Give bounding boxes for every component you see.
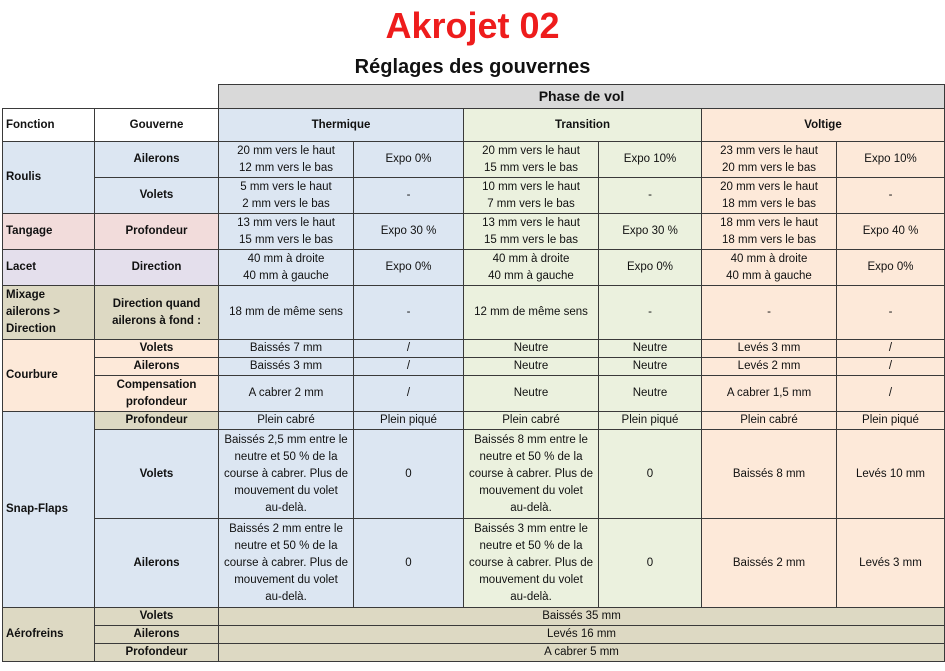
roulis-volets-voltige: 20 mm vers le haut 18 mm vers le bas: [702, 178, 837, 214]
aerofreins-ailerons-value: Levés 16 mm: [219, 626, 945, 644]
snapflaps-profondeur-transition-2: Plein piqué: [599, 412, 702, 430]
snapflaps-ailerons-thermique-2: 0: [354, 519, 464, 608]
courbure-ailerons-thermique-2: /: [354, 358, 464, 376]
courbure-compensation-voltige: A cabrer 1,5 mm: [702, 376, 837, 412]
lacet-transition-expo: Expo 0%: [599, 250, 702, 286]
mixage-thermique-2: -: [354, 286, 464, 340]
phase-header: Phase de vol: [219, 85, 945, 109]
roulis-ailerons-thermique-expo: Expo 0%: [354, 142, 464, 178]
column-header-fonction: Fonction: [3, 109, 95, 142]
snapflaps-ailerons-transition-2: 0: [599, 519, 702, 608]
gouverne-direction: Direction: [95, 250, 219, 286]
aerofreins-volets-value: Baissés 35 mm: [219, 608, 945, 626]
roulis-ailerons-thermique: 20 mm vers le haut 12 mm vers le bas: [219, 142, 354, 178]
courbure-volets-thermique: Baissés 7 mm: [219, 340, 354, 358]
roulis-volets-thermique-expo: -: [354, 178, 464, 214]
snapflaps-profondeur-thermique-2: Plein piqué: [354, 412, 464, 430]
courbure-ailerons-transition: Neutre: [464, 358, 599, 376]
column-header-gouverne: Gouverne: [95, 109, 219, 142]
lacet-thermique-expo: Expo 0%: [354, 250, 464, 286]
roulis-volets-voltige-expo: -: [837, 178, 945, 214]
empty-corner: [3, 85, 95, 109]
snapflaps-volets-transition-2: 0: [599, 430, 702, 519]
aerofreins-profondeur-value: A cabrer 5 mm: [219, 644, 945, 662]
fonction-roulis: Roulis: [3, 142, 95, 214]
courbure-volets-thermique-2: /: [354, 340, 464, 358]
roulis-ailerons-transition-expo: Expo 10%: [599, 142, 702, 178]
tangage-thermique-expo: Expo 30 %: [354, 214, 464, 250]
roulis-volets-thermique: 5 mm vers le haut 2 mm vers le bas: [219, 178, 354, 214]
roulis-volets-transition-expo: -: [599, 178, 702, 214]
column-header-transition: Transition: [464, 109, 702, 142]
snapflaps-profondeur-voltige-2: Plein piqué: [837, 412, 945, 430]
snapflaps-profondeur-thermique: Plein cabré: [219, 412, 354, 430]
snapflaps-ailerons-voltige: Baissés 2 mm: [702, 519, 837, 608]
gouverne-direction-quand: Direction quand ailerons à fond :: [95, 286, 219, 340]
tangage-voltige-expo: Expo 40 %: [837, 214, 945, 250]
mixage-transition-2: -: [599, 286, 702, 340]
snapflaps-profondeur-transition: Plein cabré: [464, 412, 599, 430]
snapflaps-volets-thermique-2: 0: [354, 430, 464, 519]
snapflaps-profondeur-voltige: Plein cabré: [702, 412, 837, 430]
courbure-ailerons-voltige-2: /: [837, 358, 945, 376]
gouverne-profondeur: Profondeur: [95, 214, 219, 250]
courbure-compensation-transition-2: Neutre: [599, 376, 702, 412]
gouverne-ailerons: Ailerons: [95, 519, 219, 608]
fonction-aerofreins: Aérofreins: [3, 608, 95, 662]
snapflaps-ailerons-voltige-2: Levés 3 mm: [837, 519, 945, 608]
courbure-ailerons-voltige: Levés 2 mm: [702, 358, 837, 376]
courbure-ailerons-transition-2: Neutre: [599, 358, 702, 376]
tangage-transition-expo: Expo 30 %: [599, 214, 702, 250]
gouverne-volets: Volets: [95, 430, 219, 519]
courbure-compensation-voltige-2: /: [837, 376, 945, 412]
lacet-transition: 40 mm à droite 40 mm à gauche: [464, 250, 599, 286]
fonction-snap-flaps: Snap-Flaps: [3, 412, 95, 608]
gouverne-volets: Volets: [95, 340, 219, 358]
courbure-volets-voltige: Levés 3 mm: [702, 340, 837, 358]
fonction-mixage: Mixage ailerons > Direction: [3, 286, 95, 340]
column-header-thermique: Thermique: [219, 109, 464, 142]
gouverne-ailerons: Ailerons: [95, 142, 219, 178]
roulis-volets-transition: 10 mm vers le haut 7 mm vers le bas: [464, 178, 599, 214]
gouverne-ailerons: Ailerons: [95, 358, 219, 376]
tangage-voltige: 18 mm vers le haut 18 mm vers le bas: [702, 214, 837, 250]
gouverne-ailerons: Ailerons: [95, 626, 219, 644]
courbure-compensation-thermique-2: /: [354, 376, 464, 412]
roulis-ailerons-voltige-expo: Expo 10%: [837, 142, 945, 178]
snapflaps-volets-thermique: Baissés 2,5 mm entre le neutre et 50 % de la course à cabrer. Plus de mouvement du volet au-delà.: [219, 430, 354, 519]
mixage-voltige: -: [702, 286, 837, 340]
column-header-voltige: Voltige: [702, 109, 945, 142]
fonction-lacet: Lacet: [3, 250, 95, 286]
courbure-volets-voltige-2: /: [837, 340, 945, 358]
document-subtitle: Réglages des gouvernes: [354, 56, 591, 78]
lacet-thermique: 40 mm à droite 40 mm à gauche: [219, 250, 354, 286]
gouverne-compensation-profondeur: Compensation profondeur: [95, 376, 219, 412]
snapflaps-volets-transition: Baissés 8 mm entre le neutre et 50 % de la course à cabrer. Plus de mouvement du volet au-delà.: [464, 430, 599, 519]
courbure-volets-transition: Neutre: [464, 340, 599, 358]
snapflaps-volets-voltige-2: Levés 10 mm: [837, 430, 945, 519]
mixage-thermique: 18 mm de même sens: [219, 286, 354, 340]
fonction-courbure: Courbure: [3, 340, 95, 412]
mixage-transition: 12 mm de même sens: [464, 286, 599, 340]
snapflaps-ailerons-thermique: Baissés 2 mm entre le neutre et 50 % de la course à cabrer. Plus de mouvement du volet au-delà.: [219, 519, 354, 608]
gouverne-profondeur: Profondeur: [95, 412, 219, 430]
empty-corner: [95, 85, 219, 109]
roulis-ailerons-transition: 20 mm vers le haut 15 mm vers le bas: [464, 142, 599, 178]
courbure-compensation-thermique: A cabrer 2 mm: [219, 376, 354, 412]
lacet-voltige: 40 mm à droite 40 mm à gauche: [702, 250, 837, 286]
settings-table: [2, 84, 945, 662]
courbure-ailerons-thermique: Baissés 3 mm: [219, 358, 354, 376]
gouverne-volets: Volets: [95, 178, 219, 214]
roulis-ailerons-voltige: 23 mm vers le haut 20 mm vers le bas: [702, 142, 837, 178]
tangage-thermique: 13 mm vers le haut 15 mm vers le bas: [219, 214, 354, 250]
gouverne-profondeur: Profondeur: [95, 644, 219, 662]
lacet-voltige-expo: Expo 0%: [837, 250, 945, 286]
courbure-volets-transition-2: Neutre: [599, 340, 702, 358]
snapflaps-ailerons-transition: Baissés 3 mm entre le neutre et 50 % de la course à cabrer. Plus de mouvement du volet au-delà.: [464, 519, 599, 608]
document-title: Akrojet 02: [385, 5, 560, 46]
courbure-compensation-transition: Neutre: [464, 376, 599, 412]
tangage-transition: 13 mm vers le haut 15 mm vers le bas: [464, 214, 599, 250]
mixage-voltige-2: -: [837, 286, 945, 340]
gouverne-volets: Volets: [95, 608, 219, 626]
snapflaps-volets-voltige: Baissés 8 mm: [702, 430, 837, 519]
fonction-tangage: Tangage: [3, 214, 95, 250]
